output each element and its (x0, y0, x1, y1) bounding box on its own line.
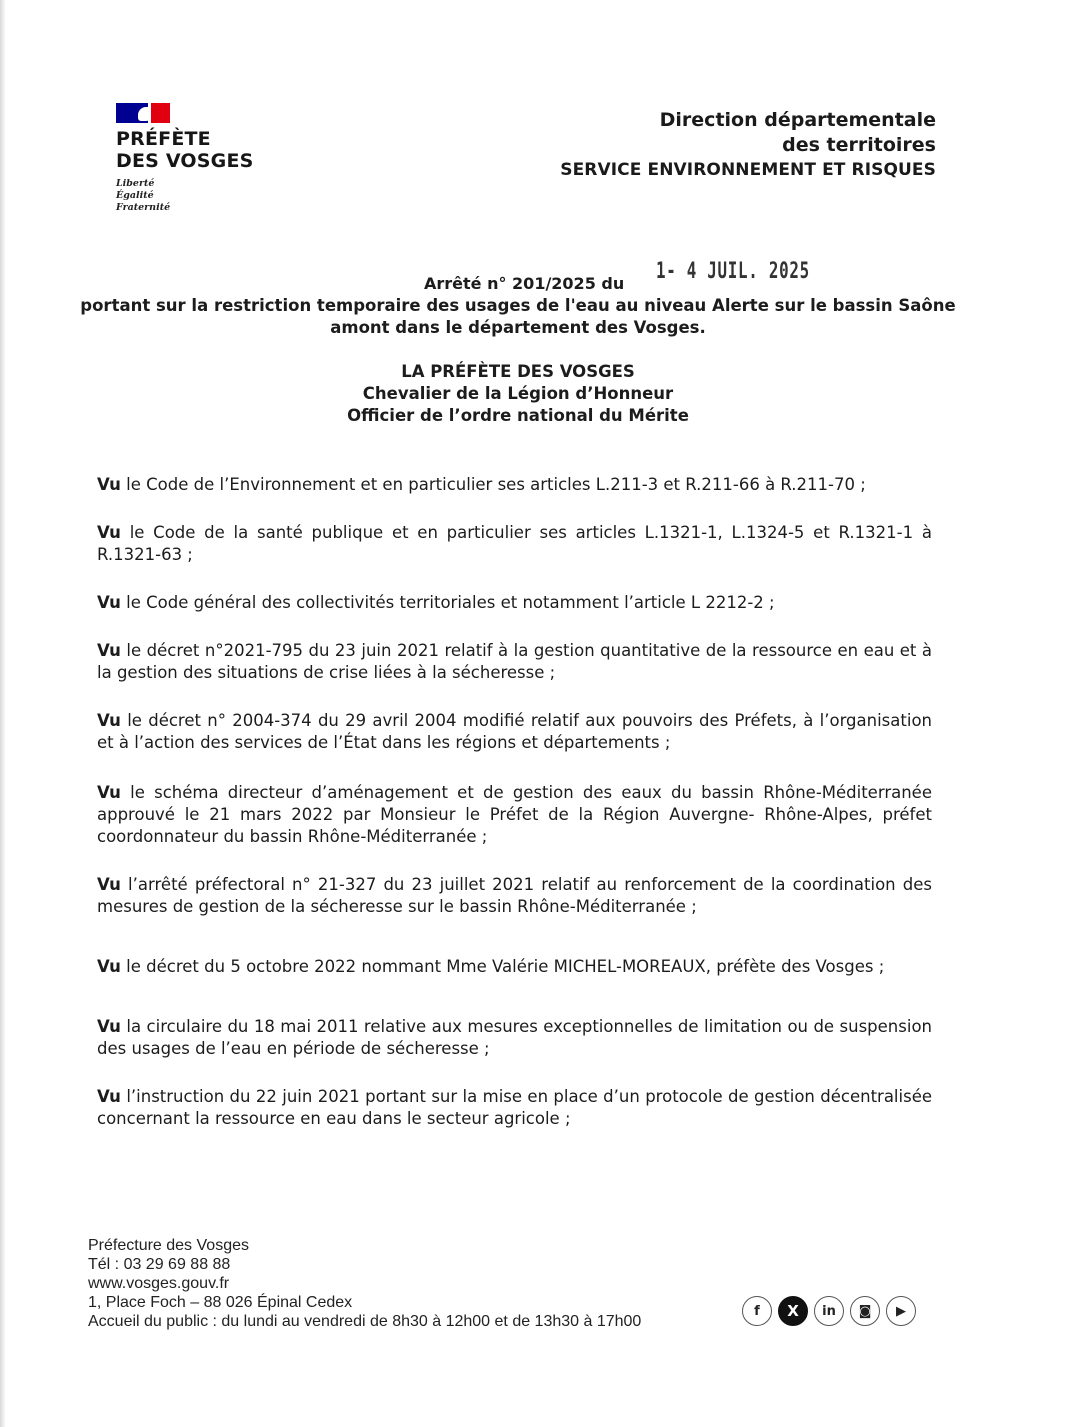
footer-address: 1, Place Foch – 88 026 Épinal Cedex (88, 1294, 353, 1311)
logo-title-line1: PRÉFÈTE (116, 128, 211, 150)
page-edge-shadow (0, 0, 6, 1427)
linkedin-icon: in (814, 1296, 844, 1326)
authority-honour2: Officier de l’ordre national du Mérite (347, 406, 689, 425)
facebook-icon: f (742, 1296, 772, 1326)
instagram-icon: ◙ (850, 1296, 880, 1326)
footer-phone: Tél : 03 29 69 88 88 (88, 1256, 231, 1273)
logo-title (116, 128, 254, 172)
date-stamp: 1- 4 JUIL. 2025 (656, 259, 810, 284)
consideration-item: Vu le décret du 5 octobre 2022 nommant Mme Valérie MICHEL-MOREAUX, préfète des Vosges ; (97, 957, 885, 976)
authority-block (0, 360, 1036, 427)
republic-motto (116, 178, 254, 214)
x-icon: X (778, 1296, 808, 1326)
footer-contact (88, 1236, 641, 1331)
youtube-icon: ▶ (886, 1296, 916, 1326)
service-name: SERVICE ENVIRONNEMENT ET RISQUES (560, 160, 936, 180)
arrete-subject (80, 295, 956, 339)
logo-title-line2: DES VOSGES (116, 150, 254, 172)
consideration-item: Vu le décret n° 2004-374 du 29 avril 2004 modifié relatif aux pouvoirs des Préfets, à l’organisation et à l’action des services de l’État dans les régions et départements ; (97, 711, 932, 752)
consideration-item: Vu le Code de l’Environnement et en particulier ses articles L.211-3 et R.211-66 à R.211-70 ; (97, 475, 866, 494)
consideration-item: Vu le Code général des collectivités territoriales et notamment l’article L 2212-2 ; (97, 593, 775, 612)
consideration-item: Vu l’arrêté préfectoral n° 21-327 du 23 juillet 2021 relatif au renforcement de la coordination des mesures de gestion de la sécheresse sur le bassin Rhône-Méditerranée ; (97, 875, 932, 916)
consideration-item: Vu l’instruction du 22 juin 2021 portant sur la mise en place d’un protocole de gestion décentralisée concernant la ressource en eau dans le secteur agricole ; (97, 1087, 932, 1128)
direction-line1: Direction départementale (659, 109, 936, 131)
social-links (742, 1296, 916, 1326)
subject-line1: portant sur la restriction temporaire des usages de l'eau au niveau Alerte sur le bassin Saône (80, 296, 956, 315)
subject-line2: amont dans le département des Vosges. (330, 318, 706, 337)
arrete-number: Arrêté n° 201/2025 du (424, 274, 625, 293)
motto-egalite: Égalité (116, 190, 154, 201)
consideration-item: Vu le Code de la santé publique et en particulier ses articles L.1321-1, L.1324-5 et R.1321-1 à R.1321-63 ; (97, 523, 932, 564)
footer-prefecture: Préfecture des Vosges (88, 1237, 249, 1254)
consideration-item: Vu le décret n°2021-795 du 23 juin 2021 relatif à la gestion quantitative de la ressource en eau et à la gestion des situations de crise liées à la sécheresse ; (97, 641, 932, 682)
direction-line2: des territoires (782, 134, 936, 156)
marianne-flag-icon (116, 103, 170, 123)
motto-liberte: Liberté (116, 178, 155, 189)
authority-honour1: Chevalier de la Légion d’Honneur (362, 384, 674, 403)
footer-hours: Accueil du public : du lundi au vendredi de 8h30 à 12h00 et de 13h30 à 17h00 (88, 1313, 642, 1330)
consideration-item: Vu le schéma directeur d’aménagement et de gestion des eaux du bassin Rhône-Méditerranée approuvé le 21 mars 2022 par Monsieur le Préfet de la Région Auvergne- Rhône-Alpes, préfet coordonnateur du bassin Rhône-Méditerranée ; (97, 783, 932, 846)
footer-website: www.vosges.gouv.fr (88, 1275, 230, 1292)
consideration-item: Vu la circulaire du 18 mai 2011 relative aux mesures exceptionnelles de limitation ou de suspension des usages de l’eau en période de sécheresse ; (97, 1017, 932, 1058)
issuing-service (560, 108, 936, 182)
authority-title: LA PRÉFÈTE DES VOSGES (401, 362, 635, 381)
prefecture-logo (116, 103, 254, 214)
motto-fraternite: Fraternité (116, 202, 171, 213)
